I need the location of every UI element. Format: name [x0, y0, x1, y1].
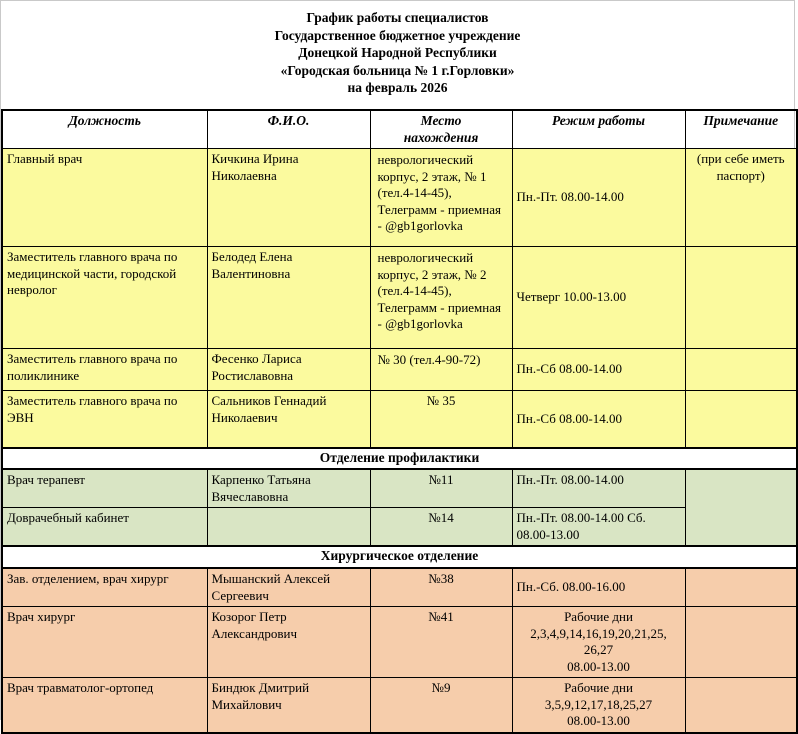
- section-header-label: Хирургическое отделение: [2, 546, 797, 568]
- column-header-note: Примечание: [685, 110, 797, 149]
- location-cell: № 30 (тел.4-90-72): [370, 349, 512, 391]
- table-row-deputy-polyclinic: [2, 349, 797, 391]
- schedule-line: Рабочие дни: [564, 680, 633, 695]
- table-row-surgery-head: [2, 568, 797, 607]
- position-cell: Главный врач: [2, 149, 207, 247]
- document-title: [1, 1, 794, 109]
- column-header-location-label: Место нахождения: [403, 113, 479, 145]
- fio-cell: Сальников Геннадий Николаевич: [207, 391, 370, 448]
- schedule-cell: Пн.-Сб. 08.00-16.00: [512, 568, 685, 607]
- note-cell: [685, 568, 797, 607]
- schedule-cell: Пн.-Сб 08.00-14.00: [512, 349, 685, 391]
- fio-cell: [207, 508, 370, 547]
- position-cell: Врач терапевт: [2, 469, 207, 508]
- fio-cell: Козорог Петр Александрович: [207, 607, 370, 678]
- column-header-schedule: Режим работы: [512, 110, 685, 149]
- location-cell: №11: [370, 469, 512, 508]
- location-cell: №9: [370, 678, 512, 733]
- position-cell: Врач травматолог-ортопед: [2, 678, 207, 733]
- section-header-label: Отделение профилактики: [2, 448, 797, 470]
- schedule-cell: Четверг 10.00-13.00: [512, 247, 685, 349]
- position-cell: Зав. отделением, врач хирург: [2, 568, 207, 607]
- schedule-cell: [512, 607, 685, 678]
- table-row-traumatologist: [2, 678, 797, 733]
- title-line: на февраль 2026: [347, 80, 448, 96]
- schedule-line: 3,5,9,12,17,18,25,27: [544, 696, 653, 712]
- fio-cell: Кичкина Ирина Николаевна: [207, 149, 370, 247]
- location-cell: №14: [370, 508, 512, 547]
- title-line: График работы специалистов: [306, 10, 489, 25]
- position-cell: Заместитель главного врача по ЭВН: [2, 391, 207, 448]
- schedule-line: 08.00-13.00: [567, 713, 630, 728]
- table-header-row: [2, 110, 797, 149]
- note-cell: [685, 607, 797, 678]
- fio-cell: Белодед Елена Валентиновна: [207, 247, 370, 349]
- note-cell: [685, 349, 797, 391]
- schedule-line: Рабочие дни: [564, 609, 633, 624]
- position-cell: Заместитель главного врача по медицинской части, городской невролог: [2, 247, 207, 349]
- table-row-chief-doctor: [2, 149, 797, 247]
- schedule-table: [1, 109, 798, 734]
- position-cell: Врач хирург: [2, 607, 207, 678]
- location-cell: № 35: [370, 391, 512, 448]
- location-cell: №38: [370, 568, 512, 607]
- schedule-cell: Пн.-Пт. 08.00-14.00 Сб. 08.00-13.00: [512, 508, 685, 547]
- note-cell: (при себе иметь паспорт): [685, 149, 797, 247]
- schedule-cell: Пн.-Пт. 08.00-14.00: [512, 469, 685, 508]
- table-row-deputy-evn: [2, 391, 797, 448]
- fio-cell: Биндюк Дмитрий Михайлович: [207, 678, 370, 733]
- table-row-prenursing: [2, 508, 797, 547]
- title-line: «Городская больница № 1 г.Горловки»: [280, 62, 515, 78]
- table-row-therapist: [2, 469, 797, 508]
- location-cell: неврологический корпус, 2 этаж, № 2 (тел.4-14-45), Телеграмм - приемная - @gb1gorlovka: [370, 247, 512, 349]
- fio-cell: Фесенко Лариса Ростиславовна: [207, 349, 370, 391]
- title-line: Донецкой Народной Республики: [298, 45, 497, 61]
- column-header-location: [370, 110, 512, 149]
- table-row-deputy-medical: [2, 247, 797, 349]
- schedule-line: 08.00-13.00: [567, 658, 630, 674]
- schedule-cell: Пн.-Пт. 08.00-14.00: [512, 149, 685, 247]
- schedule-line: 2,3,4,9,14,16,19,20,21,25,: [530, 625, 667, 641]
- position-cell: Заместитель главного врача по поликлинике: [2, 349, 207, 391]
- column-header-fio: Ф.И.О.: [207, 110, 370, 149]
- location-cell: неврологический корпус, 2 этаж, № 1 (тел.4-14-45), Телеграмм - приемная - @gb1gorlovka: [370, 149, 512, 247]
- note-cell: [685, 469, 797, 546]
- schedule-line: 26,27: [583, 642, 614, 657]
- title-line: Государственное бюджетное учреждение: [274, 27, 521, 43]
- table-row-surgeon: [2, 607, 797, 678]
- section-header-surgery: [2, 546, 797, 568]
- location-cell: №41: [370, 607, 512, 678]
- note-cell: [685, 247, 797, 349]
- position-cell: Доврачебный кабинет: [2, 508, 207, 547]
- section-header-prophylaxis: [2, 448, 797, 470]
- schedule-cell: [512, 678, 685, 733]
- schedule-cell: Пн.-Сб 08.00-14.00: [512, 391, 685, 448]
- note-cell: [685, 678, 797, 733]
- fio-cell: Карпенко Татьяна Вячеславовна: [207, 469, 370, 508]
- column-header-position: Должность: [2, 110, 207, 149]
- fio-cell: Мышанский Алексей Сергеевич: [207, 568, 370, 607]
- note-cell: [685, 391, 797, 448]
